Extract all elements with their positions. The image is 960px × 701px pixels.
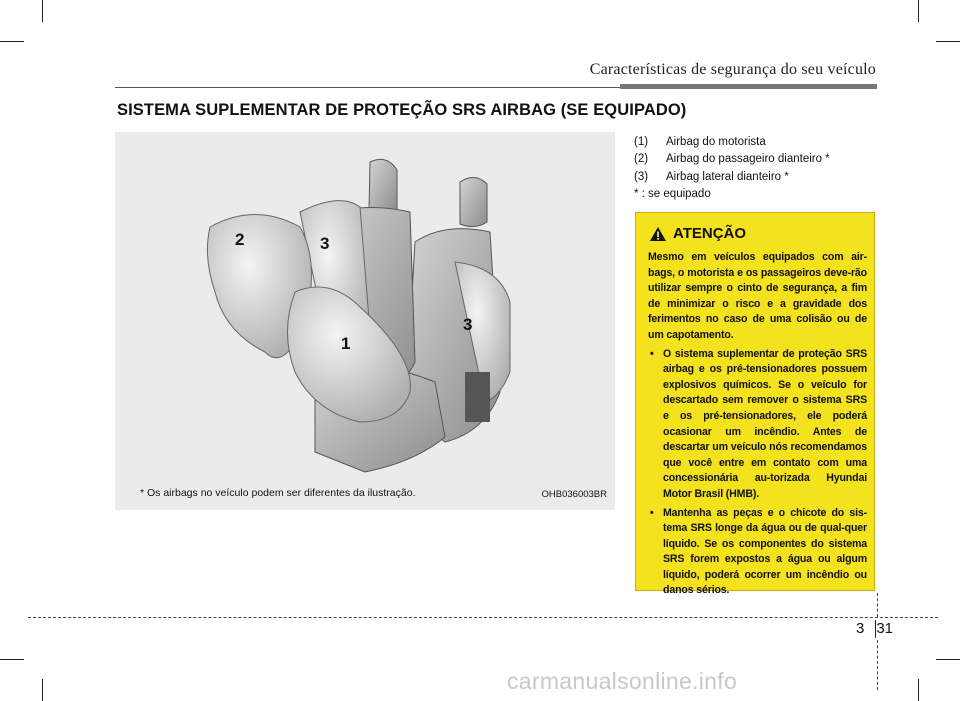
- figure-code: OHB036003BR: [541, 489, 607, 500]
- crop-mark: [918, 679, 919, 701]
- bullet-symbol: •: [650, 506, 654, 519]
- watermark: carmanualsonline.info: [507, 668, 738, 694]
- legend-note: * : se equipado: [634, 188, 711, 201]
- warning-icon: [649, 226, 667, 242]
- crop-mark: [0, 659, 24, 660]
- legend-number: (1): [634, 135, 649, 148]
- warning-header: [649, 225, 746, 242]
- warning-body: [648, 250, 867, 599]
- legend-number: (3): [634, 170, 649, 183]
- warning-bullet-text: Mantenha as peças e o chicote do sis-tema SRS longe da água ou de qual-quer líquido. Se os componentes do sistema SRS forem expostos a água ou algum líquido, poderá ocorrer um incêndio ou danos sérios.: [663, 506, 867, 597]
- section-title: SISTEMA SUPLEMENTAR DE PROTEÇÃO SRS AIRBAG (SE EQUIPADO): [117, 101, 687, 119]
- page-number-value: 31: [876, 620, 894, 637]
- airbag-legend: [634, 133, 830, 203]
- legend-label: Airbag do passageiro dianteiro *: [666, 153, 830, 166]
- footer-dashed-vertical: [877, 640, 878, 690]
- crop-mark: [936, 659, 960, 660]
- callout-label: 3: [463, 315, 473, 334]
- legend-item: [634, 133, 830, 151]
- legend-label: Airbag lateral dianteiro *: [666, 170, 789, 183]
- legend-number: (2): [634, 153, 649, 166]
- figure-caption: * Os airbags no veículo podem ser diferentes da ilustração.: [140, 487, 416, 499]
- seat-airbag-drawing: [115, 132, 615, 510]
- warning-bullet: [648, 506, 867, 600]
- legend-item: [634, 151, 830, 169]
- callout-label: 2: [235, 230, 245, 249]
- crop-mark: [0, 41, 24, 42]
- bullet-symbol: •: [650, 347, 654, 360]
- legend-label: Airbag do motorista: [666, 135, 766, 148]
- crop-mark: [42, 679, 43, 701]
- crop-mark: [918, 0, 919, 22]
- warning-bullet-text: O sistema suplementar de proteção SRS airbag e os pré-tensionadores possuem explosivos químicos. Se o veículo for descartado sem remover o sistema SRS e os pré-tensionadores, ele poderá ocasionar um incêndio. Antes de descartar um veículo nós recomendamos que você entre em contato com uma concessionária au-torizada Hyundai Motor Brasil (HMB).: [663, 347, 867, 500]
- page-number-separator: [875, 620, 876, 638]
- callout-label: 3: [320, 234, 330, 253]
- header-bar: [620, 84, 877, 89]
- footer-dashed-vertical: [877, 593, 878, 617]
- warning-box: [635, 212, 875, 597]
- footer-dashed-rule: [28, 617, 938, 618]
- warning-bullet: [648, 347, 867, 503]
- airbag-illustration: [115, 132, 615, 510]
- warning-title: ATENÇÃO: [673, 225, 747, 242]
- legend-item: [634, 168, 830, 186]
- crop-mark: [936, 41, 960, 42]
- chapter-number: 3: [856, 620, 865, 637]
- callout-label: 1: [341, 334, 351, 353]
- warning-intro: Mesmo em veículos equipados com air-bags, o motorista e os passageiros deve-rão utilizar sempre o cinto de segurança, a fim de minimizar o risco e a gravidade dos ferimentos no caso de uma colisão ou de um capotamento.: [648, 251, 867, 341]
- crop-mark: [42, 0, 43, 22]
- chapter-title: Características de segurança do seu veículo: [589, 61, 876, 78]
